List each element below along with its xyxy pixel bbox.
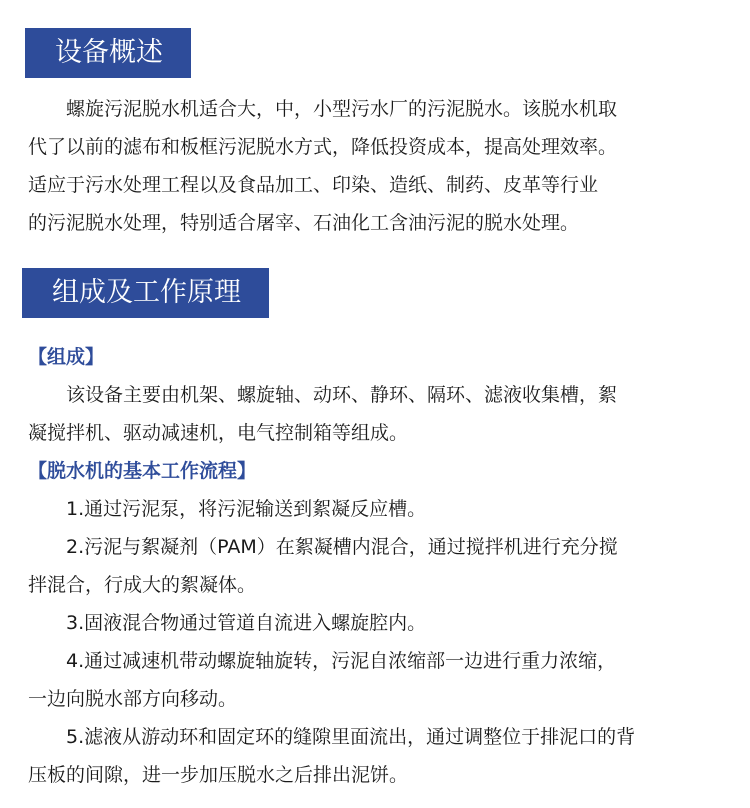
process-label: 【脱水机的基本工作流程】 [28, 460, 257, 482]
process-step-3: 3.固液混合物通过管道自流进入螺旋腔内。 [66, 612, 427, 634]
process-step-4: 4.通过减速机带动螺旋轴旋转，污泥自浓缩部一边进行重力浓缩， [66, 650, 617, 672]
paragraph-line: 代了以前的滤布和板框污泥脱水方式，降低投资成本，提高处理效率。 [28, 136, 618, 158]
composition-label: 【组成】 [28, 346, 105, 368]
section-heading-overview: 设备概述 [25, 28, 191, 78]
paragraph-line: 的污泥脱水处理，特别适合屠宰、石油化工含油污泥的脱水处理。 [28, 212, 580, 234]
paragraph-line: 适应于污水处理工程以及食品加工、印染、造纸、制药、皮革等行业 [28, 174, 599, 196]
process-step-2: 2.污泥与絮凝剂（PAM）在絮凝槽内混合，通过搅拌机进行充分搅 [66, 536, 618, 558]
section-heading-composition-principle: 组成及工作原理 [22, 268, 269, 318]
paragraph-line: 螺旋污泥脱水机适合大，中，小型污水厂的污泥脱水。该脱水机取 [66, 98, 618, 120]
process-step-5: 5.滤液从游动环和固定环的缝隙里面流出，通过调整位于排泥口的背 [66, 726, 636, 748]
process-step-4-cont: 一边向脱水部方向移动。 [28, 688, 238, 710]
process-step-5-cont: 压板的间隙，进一步加压脱水之后排出泥饼。 [28, 764, 409, 786]
process-step-1: 1.通过污泥泵，将污泥输送到絮凝反应槽。 [66, 498, 427, 520]
composition-block [28, 338, 728, 794]
paragraph-line: 凝搅拌机、驱动减速机，电气控制箱等组成。 [28, 422, 409, 444]
process-step-2-cont: 拌混合，行成大的絮凝体。 [28, 574, 257, 596]
paragraph-line: 该设备主要由机架、螺旋轴、动环、静环、隔环、滤液收集槽，絮 [66, 384, 618, 406]
overview-paragraph [28, 90, 728, 242]
